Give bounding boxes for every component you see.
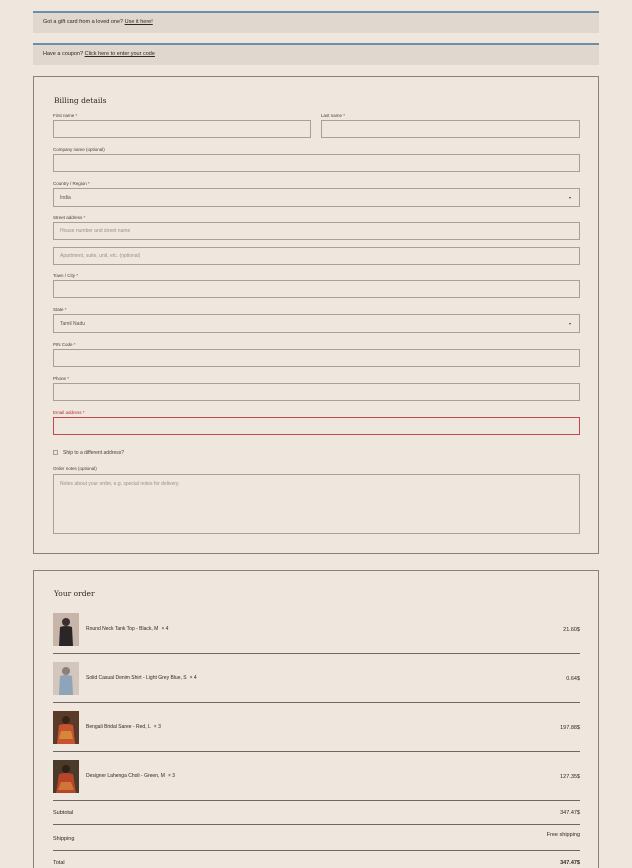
street-input[interactable] [53,222,580,240]
company-label: Company name (optional) [53,147,105,152]
item-name: Solid Casual Denim Shirt - Light Grey Blue, S × 4 [86,675,197,681]
ship-different-label[interactable]: Ship to a different address? [63,450,125,456]
order-item [53,703,580,752]
item-name: Designer Lahenga Choli - Green, M × 3 [86,773,176,779]
shipping-row [53,825,580,851]
gift-card-text: Got a gift card from a loved one? [43,19,124,25]
coupon-text: Have a coupon? [43,51,84,57]
pin-input[interactable] [53,349,580,367]
item-name: Bengali Bridal Saree - Red, L × 3 [86,724,161,730]
order-item [53,605,580,654]
last-name-input[interactable] [321,120,580,138]
product-thumbnail [53,711,79,744]
street-placeholder: House number and street name [60,228,131,234]
product-thumbnail [53,613,79,646]
state-value: Tamil Nadu [60,320,86,327]
order-notes-placeholder: Notes about your order, e.g. special notes for delivery. [60,481,180,487]
state-select[interactable] [53,314,580,333]
billing-title: Billing details [54,96,107,105]
country-value: India [60,194,71,201]
shipping-label: Shipping [53,836,75,842]
item-price: 0.64$ [566,676,580,682]
city-input[interactable] [53,280,580,298]
state-label: State * [53,307,67,312]
subtotal-value: 347.47$ [560,810,580,816]
item-price: 197.88$ [560,725,580,731]
pin-label: PIN Code * [53,342,76,347]
your-order-panel [33,570,599,868]
total-row [53,851,580,868]
order-item [53,654,580,703]
item-price: 21.60$ [563,627,580,633]
total-value: 347.47$ [560,860,580,866]
apartment-placeholder: Apartment, suite, unit, etc. (optional) [60,253,141,259]
subtotal-label: Subtotal [53,810,74,816]
product-thumbnail [53,760,79,793]
product-thumbnail [53,662,79,695]
company-input[interactable] [53,154,580,172]
order-item [53,752,580,801]
item-name: Round Neck Tank Top - Black, M × 4 [86,626,169,632]
coupon-notice [33,43,599,65]
phone-label: Phone * [53,376,70,381]
email-input[interactable] [53,417,580,435]
last-name-label: Last name * [321,113,346,118]
country-label: Country / Region * [53,181,90,186]
gift-card-link[interactable]: Use it here! [124,19,153,25]
chevron-down-icon [569,323,571,325]
order-title: Your order [54,589,95,598]
chevron-down-icon [569,197,571,199]
coupon-link[interactable]: Click here to enter your code [84,51,155,57]
email-label: Email address * [53,410,85,415]
phone-input[interactable] [53,383,580,401]
billing-details-panel [33,76,599,554]
shipping-value: Free shipping [546,832,580,838]
order-notes-label: Order notes (optional) [53,466,97,471]
ship-different-checkbox[interactable] [53,450,58,455]
first-name-input[interactable] [53,120,311,138]
first-name-label: First name * [53,113,78,118]
item-price: 127.35$ [560,774,580,780]
apartment-input[interactable] [53,247,580,265]
order-notes-textarea[interactable] [53,474,580,534]
city-label: Town / City * [53,273,79,278]
country-select[interactable] [53,188,580,207]
subtotal-row [53,801,580,825]
gift-card-notice [33,11,599,33]
total-label: Total [53,860,65,866]
street-label: Street address * [53,215,86,220]
